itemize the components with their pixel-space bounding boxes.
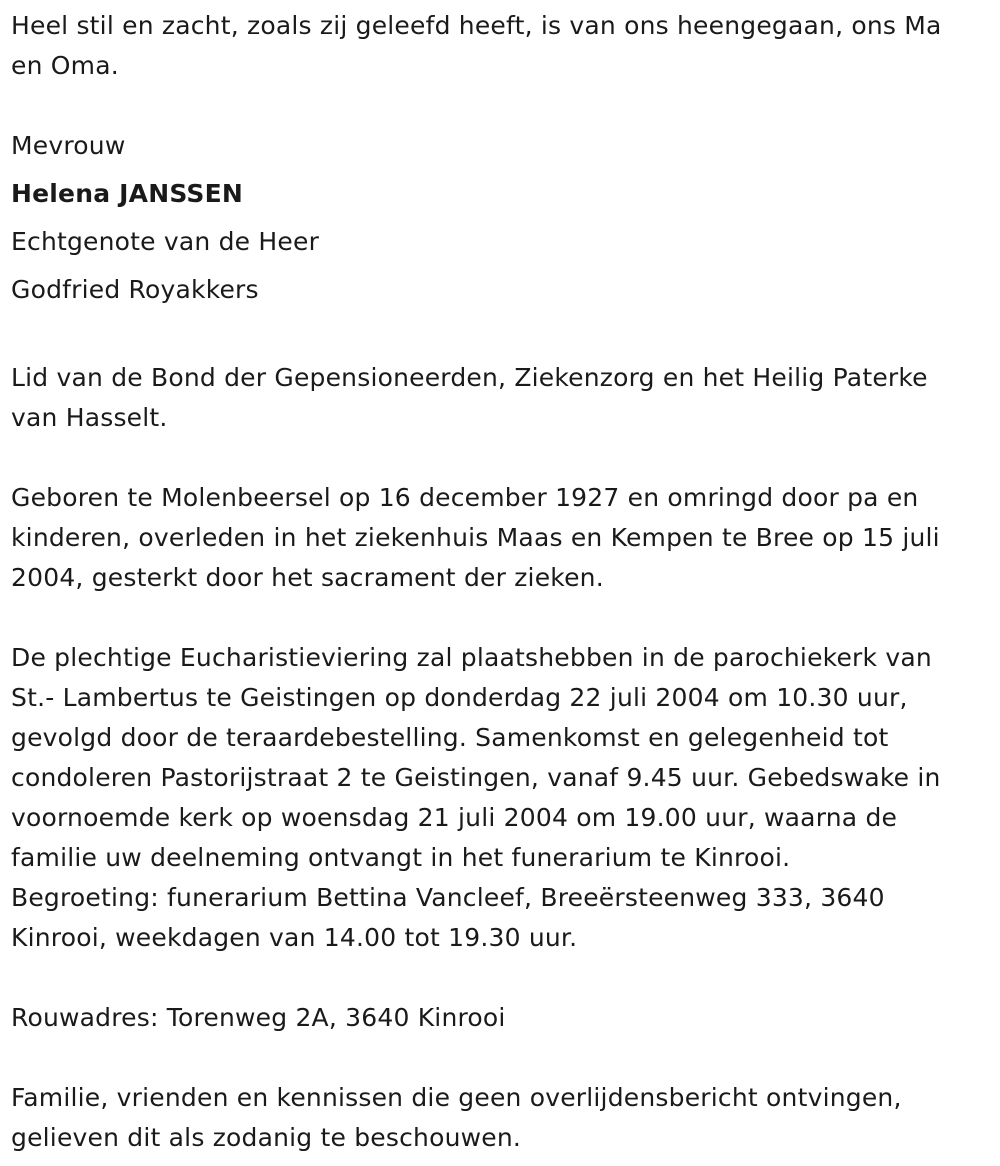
spouse-line: Echtgenote van de Heer xyxy=(11,227,320,256)
birth-death-paragraph xyxy=(11,478,991,598)
address-paragraph xyxy=(11,998,991,1038)
mourning-address: Rouwadres: Torenweg 2A, 3640 Kinrooi xyxy=(11,1003,506,1032)
text-line: en Oma. xyxy=(11,51,119,80)
text-line: Geboren te Molenbeersel op 16 december 1927 en omringd door pa en xyxy=(11,483,919,512)
text-line: Heel stil en zacht, zoals zij geleefd heeft, is van ons heengegaan, ons Ma xyxy=(11,11,942,40)
text-line: kinderen, overleden in het ziekenhuis Maas en Kempen te Bree op 15 juli xyxy=(11,523,940,552)
salutation: Mevrouw xyxy=(11,131,126,160)
ceremony-paragraph xyxy=(11,638,991,958)
text-line: Begroeting: funerarium Bettina Vancleef, Breeërsteenweg 333, 3640 xyxy=(11,883,885,912)
spouse-name: Godfried Royakkers xyxy=(11,275,259,304)
text-line: Lid van de Bond der Gepensioneerden, Ziekenzorg en het Heilig Paterke xyxy=(11,363,928,392)
text-line: van Hasselt. xyxy=(11,403,168,432)
paragraph-spacer xyxy=(11,1038,991,1078)
paragraph-spacer xyxy=(11,86,991,126)
paragraph-spacer xyxy=(11,438,991,478)
text-line: 2004, gesterkt door het sacrament der zieken. xyxy=(11,563,604,592)
text-line: condoleren Pastorijstraat 2 te Geistingen, vanaf 9.45 uur. Gebedswake in xyxy=(11,763,941,792)
text-line: Familie, vrienden en kennissen die geen overlijdensbericht ontvingen, xyxy=(11,1083,902,1112)
deceased-name: Helena JANSSEN xyxy=(11,179,244,208)
paragraph-spacer xyxy=(11,958,991,998)
membership-paragraph xyxy=(11,358,991,438)
closing-paragraph xyxy=(11,1078,991,1158)
text-line: St.- Lambertus te Geistingen op donderdag 22 juli 2004 om 10.30 uur, xyxy=(11,683,908,712)
text-line: familie uw deelneming ontvangt in het funerarium te Kinrooi. xyxy=(11,843,791,872)
obituary-document xyxy=(11,6,991,1158)
text-line: gelieven dit als zodanig te beschouwen. xyxy=(11,1123,522,1152)
text-line: voornoemde kerk op woensdag 21 juli 2004 om 19.00 uur, waarna de xyxy=(11,803,898,832)
paragraph-spacer xyxy=(11,598,991,638)
deceased-block xyxy=(11,126,991,318)
text-line: Kinrooi, weekdagen van 14.00 tot 19.30 uur. xyxy=(11,923,578,952)
intro-paragraph xyxy=(11,6,991,86)
text-line: gevolgd door de teraardebestelling. Samenkomst en gelegenheid tot xyxy=(11,723,889,752)
text-line: De plechtige Eucharistieviering zal plaatshebben in de parochiekerk van xyxy=(11,643,932,672)
paragraph-spacer xyxy=(11,318,991,358)
